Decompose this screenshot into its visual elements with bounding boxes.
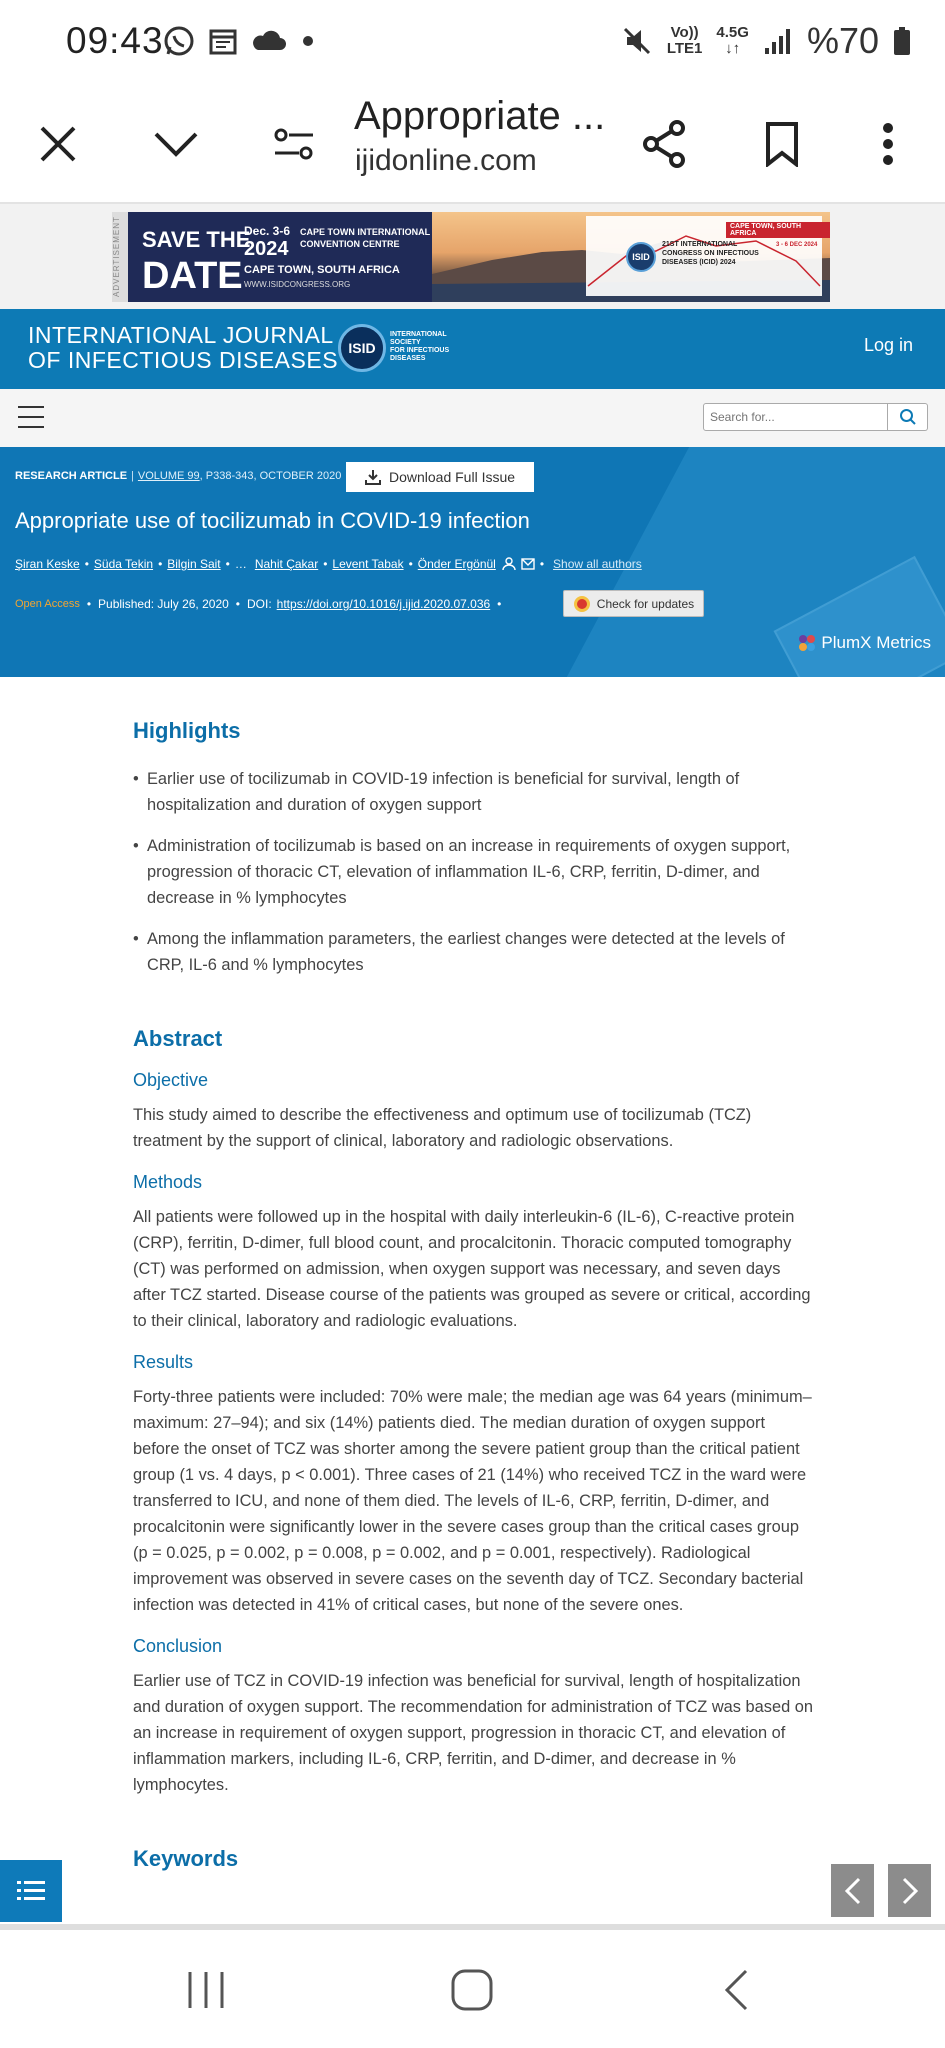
site-nav-row [0, 389, 945, 447]
cloud-icon [250, 28, 286, 54]
bookmark-button[interactable] [746, 108, 818, 180]
ad-save-line2: DATE [142, 255, 243, 297]
lte-label: LTE1 [666, 40, 703, 57]
check-updates-label: Check for updates [596, 596, 695, 611]
ad-year: 2024 [244, 238, 289, 260]
highlights-heading: Highlights [133, 718, 241, 743]
search-input[interactable] [703, 403, 888, 431]
system-navigation-bar [0, 1930, 945, 2048]
next-article-button[interactable] [888, 1864, 931, 1917]
network-arrows-icon: ↓↑ [725, 40, 741, 57]
download-label: Download Full Issue [388, 469, 516, 485]
isid-society-line2: SOCIETY [390, 339, 421, 346]
ad-tag: CAPE TOWN, SOUTH AFRICA [726, 222, 830, 238]
methods-text: All patients were followed up in the hospital with daily interleukin-6 (IL-6), C-reactive protein (CRP), ferritin, D-dimer, full blood count, and procalcitonin. Thoracic computed tomography (CT) was performed on admission, when oxygen support was necessary, and seven days after TCZ started. Disease course of the patients was grouped as severe or critical, according to their clinical, laboratory and radiologic evaluations. [133, 1208, 811, 1330]
author-link[interactable]: Süda Tekin [93, 557, 154, 571]
show-all-authors-link[interactable]: Show all authors [553, 557, 642, 571]
ad-congress-line1: 21ST INTERNATIONAL [662, 241, 738, 248]
recent-apps-button[interactable] [186, 1970, 226, 2015]
doi-link[interactable]: https://doi.org/10.1016/j.ijid.2020.07.036 [276, 597, 491, 611]
isid-society-line1: INTERNATIONAL [390, 331, 447, 338]
author-link[interactable]: Levent Tabak [332, 557, 404, 571]
author-link[interactable]: Önder Ergönül [417, 557, 496, 571]
more-options-button[interactable] [852, 108, 924, 180]
ad-banner[interactable] [112, 212, 830, 302]
author-link[interactable]: Nahit Çakar [254, 557, 319, 571]
plumx-metrics-link[interactable] [797, 633, 931, 653]
journal-header [0, 309, 945, 389]
author-list: Şiran Keske • Süda Tekin • Bilgin Sait • … Nahit Çakar • Levent Tabak • Önder Ergönül • Show all authors [15, 557, 642, 571]
isid-society-line4: DISEASES [390, 355, 426, 362]
login-link[interactable]: Log in [863, 335, 913, 355]
status-bar [0, 0, 945, 84]
person-icon [502, 557, 516, 571]
ad-congress-line3: DISEASES (ICID) 2024 [662, 259, 736, 266]
pages-date: P338-343, OCTOBER 2020 [205, 470, 342, 482]
download-full-issue-button[interactable] [346, 462, 534, 492]
table-of-contents-button[interactable] [0, 1860, 62, 1922]
browser-toolbar [0, 84, 945, 204]
list-item: • Among the inflammation parameters, the earliest changes were detected at the levels of CRP, IL-6 and % lymphocytes [133, 926, 813, 978]
close-tab-button[interactable] [22, 108, 94, 180]
hamburger-icon [18, 406, 44, 408]
volume-link[interactable]: VOLUME 99 [137, 470, 200, 482]
article-type: RESEARCH ARTICLE [15, 470, 128, 482]
objective-heading: Objective [133, 1070, 209, 1090]
results-heading: Results [133, 1352, 194, 1372]
isid-society-line3: FOR INFECTIOUS [390, 347, 450, 354]
mute-icon [621, 25, 653, 57]
toc-list-icon [17, 1880, 45, 1902]
back-icon [722, 1968, 750, 2012]
network-type: 4.5G [716, 24, 749, 41]
chevron-down-icon [153, 129, 199, 159]
whatsapp-icon [162, 24, 196, 58]
share-button[interactable] [628, 108, 700, 180]
plumx-label: PlumX Metrics [821, 633, 931, 652]
list-item: • Earlier use of tocilizumab in COVID-19 infection is beneficial for survival, length of hospitalization and duration of oxygen support [133, 766, 813, 818]
article-header: RESEARCH ARTICLE | VOLUME 99, P338-343, OCTOBER 2020 Download Full Issue Appropriate use of tocilizumab in COVID-19 infection Şiran Keske • Süda Tekin • Bilgin Sait • … Nahit Çakar • Levent Tabak • Önder Ergönül • Show all authors Open Access • Published: July 26, 2020 • DOI: https://doi.org/10.1016/j.ijid.2020.07.036 • Check for updates PlumX Metrics [0, 447, 945, 677]
more-vert-icon [882, 122, 894, 166]
signal-icon [763, 26, 793, 56]
author-link[interactable]: Bilgin Sait [167, 557, 221, 571]
home-button[interactable] [450, 1968, 494, 2017]
minimize-button[interactable] [140, 108, 212, 180]
page-title: Appropriate ... [354, 94, 606, 138]
isid-logo[interactable]: ISID [338, 324, 386, 372]
article-content [133, 677, 813, 1872]
tune-icon [273, 126, 315, 162]
crossmark-icon [573, 595, 591, 613]
home-icon [450, 1968, 494, 2012]
ad-website: WWW.ISIDCONGRESS.ORG [244, 280, 351, 289]
volte-label: Vo)) [670, 24, 699, 41]
abstract-heading: Abstract [133, 1026, 223, 1051]
author-link[interactable]: Şiran Keske [15, 557, 80, 571]
keywords-heading: Keywords [133, 1846, 239, 1871]
menu-button[interactable] [18, 406, 44, 428]
bookmark-icon [764, 121, 800, 167]
check-for-updates-button[interactable] [563, 590, 704, 617]
chevron-left-icon [845, 1877, 861, 1905]
status-time: 09:43 [66, 20, 164, 61]
methods-heading: Methods [133, 1172, 203, 1192]
email-icon[interactable] [521, 558, 535, 570]
objective-text: This study aimed to describe the effectiveness and optimum use of tocilizumab (TCZ) treatment by the support of clinical, laboratory and radiologic observations. [133, 1106, 752, 1150]
list-item: • Administration of tocilizumab is based on an increase in requirements of oxygen support, progression of thoracic CT, elevation of inflammation IL-6, CRP, ferritin, D-dimer, and decrease in % lymphocytes [133, 833, 813, 911]
journal-logo[interactable] [28, 323, 338, 373]
ad-save-line1: SAVE THE [142, 227, 251, 252]
search-button[interactable] [888, 403, 928, 431]
battery-icon [893, 26, 911, 56]
close-icon [38, 124, 78, 164]
download-icon [365, 469, 381, 485]
chevron-right-icon [902, 1877, 918, 1905]
journal-name-line2: OF INFECTIOUS DISEASES [28, 347, 339, 373]
ad-venue-line2: CONVENTION CENTRE [300, 239, 400, 249]
page-url[interactable]: ijidonline.com [355, 144, 537, 177]
results-text: Forty-three patients were included: 70% were male; the median age was 64 years (minimum–maximum: 27–94); and six (14%) patients died. The median duration of oxygen support before the onset of TCZ was shorter among the severe patient group than the critical patient group (1 vs. 4 days, p < 0.001). Three cases of 21 (14%) who received TCZ in the ward were transferred to ICU, and none of them died. The levels of IL-6, CRP, ferritin, D-dimer, and procalcitonin were significantly lower in the severe cases group than the critical cases group (p = 0.025, p = 0.002, p = 0.008, p = 0.002, and p = 0.001, respectively). Radiological improvement was observed in severe cases on the seventh day of TCZ. Secondary bacterial infection was detected in 41% of critical cases, but none of the severe ones. [133, 1388, 812, 1614]
highlights-list [133, 766, 813, 978]
icid-logo: ISID [626, 242, 656, 272]
published-date: Published: July 26, 2020 [98, 597, 229, 611]
conclusion-heading: Conclusion [133, 1636, 223, 1656]
ad-congress-dates: 3 - 6 DEC 2024 [776, 242, 818, 248]
ad-congress-line2: CONGRESS ON INFECTIOUS [662, 250, 759, 257]
site-settings-button[interactable] [258, 108, 330, 180]
ad-location: CAPE TOWN, SOUTH AFRICA [244, 264, 400, 276]
journal-name-line1: INTERNATIONAL JOURNAL [28, 322, 334, 348]
conclusion-text: Earlier use of TCZ in COVID-19 infection was beneficial for survival, length of hospitalization and duration of oxygen support. The recommendation for administration of TCZ was based on an increase in requirement of oxygen support, progression in thoracic CT, and elevation of inflammation markers, including IL-6, CRP, ferritin, and D-dimer, and decrease in % lymphocytes. [133, 1672, 813, 1794]
battery-percent: %70 [806, 20, 879, 61]
advertisement-area [0, 204, 945, 309]
ad-label: ADVERTISEMENT [112, 212, 128, 302]
open-access-badge: Open Access [15, 598, 80, 610]
share-icon [641, 119, 687, 169]
recent-apps-icon [186, 1970, 226, 2010]
back-button[interactable] [722, 1968, 750, 2017]
notification-dot-icon [298, 31, 318, 51]
previous-article-button[interactable] [831, 1864, 874, 1917]
calendar-icon [208, 26, 238, 56]
article-title: Appropriate use of tocilizumab in COVID-19 infection [15, 508, 530, 533]
doi-label: DOI: [247, 597, 272, 611]
search-icon [899, 408, 917, 426]
ad-dates: Dec. 3-6 [244, 224, 291, 238]
ad-venue-line1: CAPE TOWN INTERNATIONAL [300, 227, 431, 237]
plumx-icon [797, 633, 817, 653]
author-ellipsis: … [234, 557, 247, 571]
